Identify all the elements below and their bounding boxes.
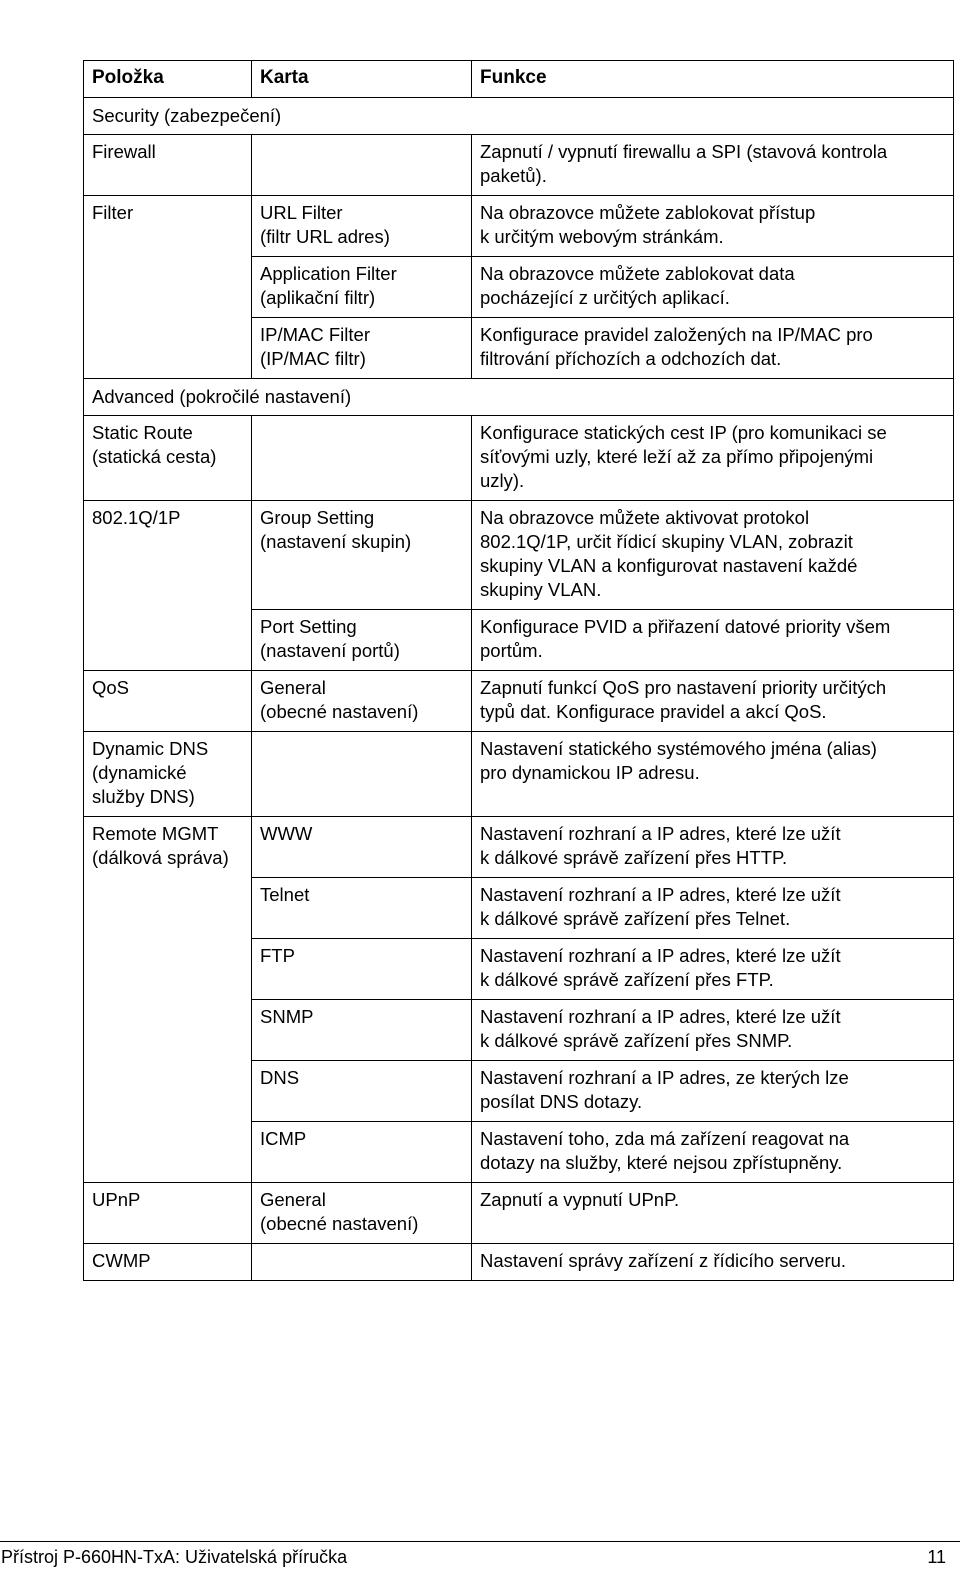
- table-row: [84, 1122, 954, 1183]
- item-cell: QoS: [92, 677, 130, 698]
- tab-cell: Port Setting (nastavení portů): [260, 616, 400, 661]
- table-row: [84, 610, 954, 671]
- function-cell: Konfigurace pravidel založených na IP/MAC pro filtrování příchozích a odchozích dat.: [480, 324, 873, 369]
- item-cell: Filter: [92, 202, 134, 223]
- item-cell: 802.1Q/1P: [92, 507, 181, 528]
- table-row: [84, 416, 954, 501]
- item-cell: Dynamic DNS (dynamické služby DNS): [92, 738, 209, 807]
- function-cell: Konfigurace statických cest IP (pro komunikaci se síťovými uzly, které leží až za přímo připojenými uzly).: [480, 422, 887, 491]
- page-number: 11: [927, 1547, 946, 1567]
- item-cell: CWMP: [92, 1250, 151, 1271]
- function-cell: Nastavení rozhraní a IP adres, které lze užít k dálkové správě zařízení přes Telnet.: [480, 884, 841, 929]
- table-row: [84, 1000, 954, 1061]
- function-cell: Nastavení rozhraní a IP adres, které lze užít k dálkové správě zařízení přes HTTP.: [480, 823, 841, 868]
- tab-cell: Telnet: [260, 884, 310, 905]
- tab-cell: General (obecné nastavení): [260, 1189, 419, 1234]
- function-cell: Nastavení toho, zda má zařízení reagovat na dotazy na služby, které nejsou zpřístupněny.: [480, 1128, 850, 1173]
- tab-cell: Application Filter (aplikační filtr): [260, 263, 397, 308]
- table-row: [84, 1244, 954, 1281]
- function-cell: Nastavení rozhraní a IP adres, které lze užít k dálkové správě zařízení přes FTP.: [480, 945, 841, 990]
- section-title: Advanced (pokročilé nastavení): [84, 379, 954, 416]
- tab-cell: FTP: [260, 945, 295, 966]
- item-cell: Static Route (statická cesta): [92, 422, 217, 467]
- item-cell: UPnP: [92, 1189, 141, 1210]
- function-cell: Nastavení statického systémového jména (alias) pro dynamickou IP adresu.: [480, 738, 877, 783]
- table-row: [84, 318, 954, 379]
- function-cell: Nastavení rozhraní a IP adres, které lze užít k dálkové správě zařízení přes SNMP.: [480, 1006, 841, 1051]
- tab-cell: SNMP: [260, 1006, 314, 1027]
- tab-cell: General (obecné nastavení): [260, 677, 419, 722]
- tab-cell: DNS: [260, 1067, 300, 1088]
- header-function: Funkce: [472, 61, 954, 98]
- table-row: [84, 196, 954, 257]
- header-tab: Karta: [252, 61, 472, 98]
- section-row-advanced: [84, 379, 954, 416]
- function-cell: Na obrazovce můžete zablokovat data pocházející z určitých aplikací.: [480, 263, 795, 308]
- footer-title: Přístroj P-660HN-TxA: Uživatelská příručka: [1, 1547, 348, 1567]
- tab-cell: URL Filter (filtr URL adres): [260, 202, 390, 247]
- table-row: [84, 501, 954, 610]
- tab-cell: ICMP: [260, 1128, 307, 1149]
- function-cell: Konfigurace PVID a přiřazení datové priority všem portům.: [480, 616, 891, 661]
- item-cell: Firewall: [92, 141, 156, 162]
- table-row: [84, 817, 954, 878]
- function-cell: Zapnutí / vypnutí firewallu a SPI (stavová kontrola paketů).: [480, 141, 888, 186]
- tab-cell: IP/MAC Filter (IP/MAC filtr): [260, 324, 370, 369]
- function-cell: Na obrazovce můžete zablokovat přístup k určitým webovým stránkám.: [480, 202, 816, 247]
- table-row: [84, 135, 954, 196]
- table-row: [84, 671, 954, 732]
- table-row: [84, 732, 954, 817]
- function-cell: Zapnutí a vypnutí UPnP.: [480, 1189, 680, 1210]
- table-row: [84, 878, 954, 939]
- footer-divider: [0, 1541, 960, 1542]
- item-cell: Remote MGMT (dálková správa): [92, 823, 229, 868]
- table-row: [84, 939, 954, 1000]
- feature-table: [83, 60, 954, 1281]
- function-cell: Zapnutí funkcí QoS pro nastavení priority určitých typů dat. Konfigurace pravidel a akcí QoS.: [480, 677, 887, 722]
- function-cell: Nastavení rozhraní a IP adres, ze kterých lze posílat DNS dotazy.: [480, 1067, 849, 1112]
- section-row-security: [84, 98, 954, 135]
- table-row: [84, 1183, 954, 1244]
- function-cell: Na obrazovce můžete aktivovat protokol 802.1Q/1P, určit řídicí skupiny VLAN, zobrazit skupiny VLAN a konfigurovat nastavení každé skupiny VLAN.: [480, 507, 858, 600]
- function-cell: Nastavení správy zařízení z řídicího serveru.: [480, 1250, 847, 1271]
- table-row: [84, 1061, 954, 1122]
- header-item: Položka: [84, 61, 252, 98]
- table-row: [84, 257, 954, 318]
- table-header-row: [84, 61, 954, 98]
- tab-cell: WWW: [260, 823, 313, 844]
- section-title: Security (zabezpečení): [84, 98, 954, 135]
- tab-cell: Group Setting (nastavení skupin): [260, 507, 412, 552]
